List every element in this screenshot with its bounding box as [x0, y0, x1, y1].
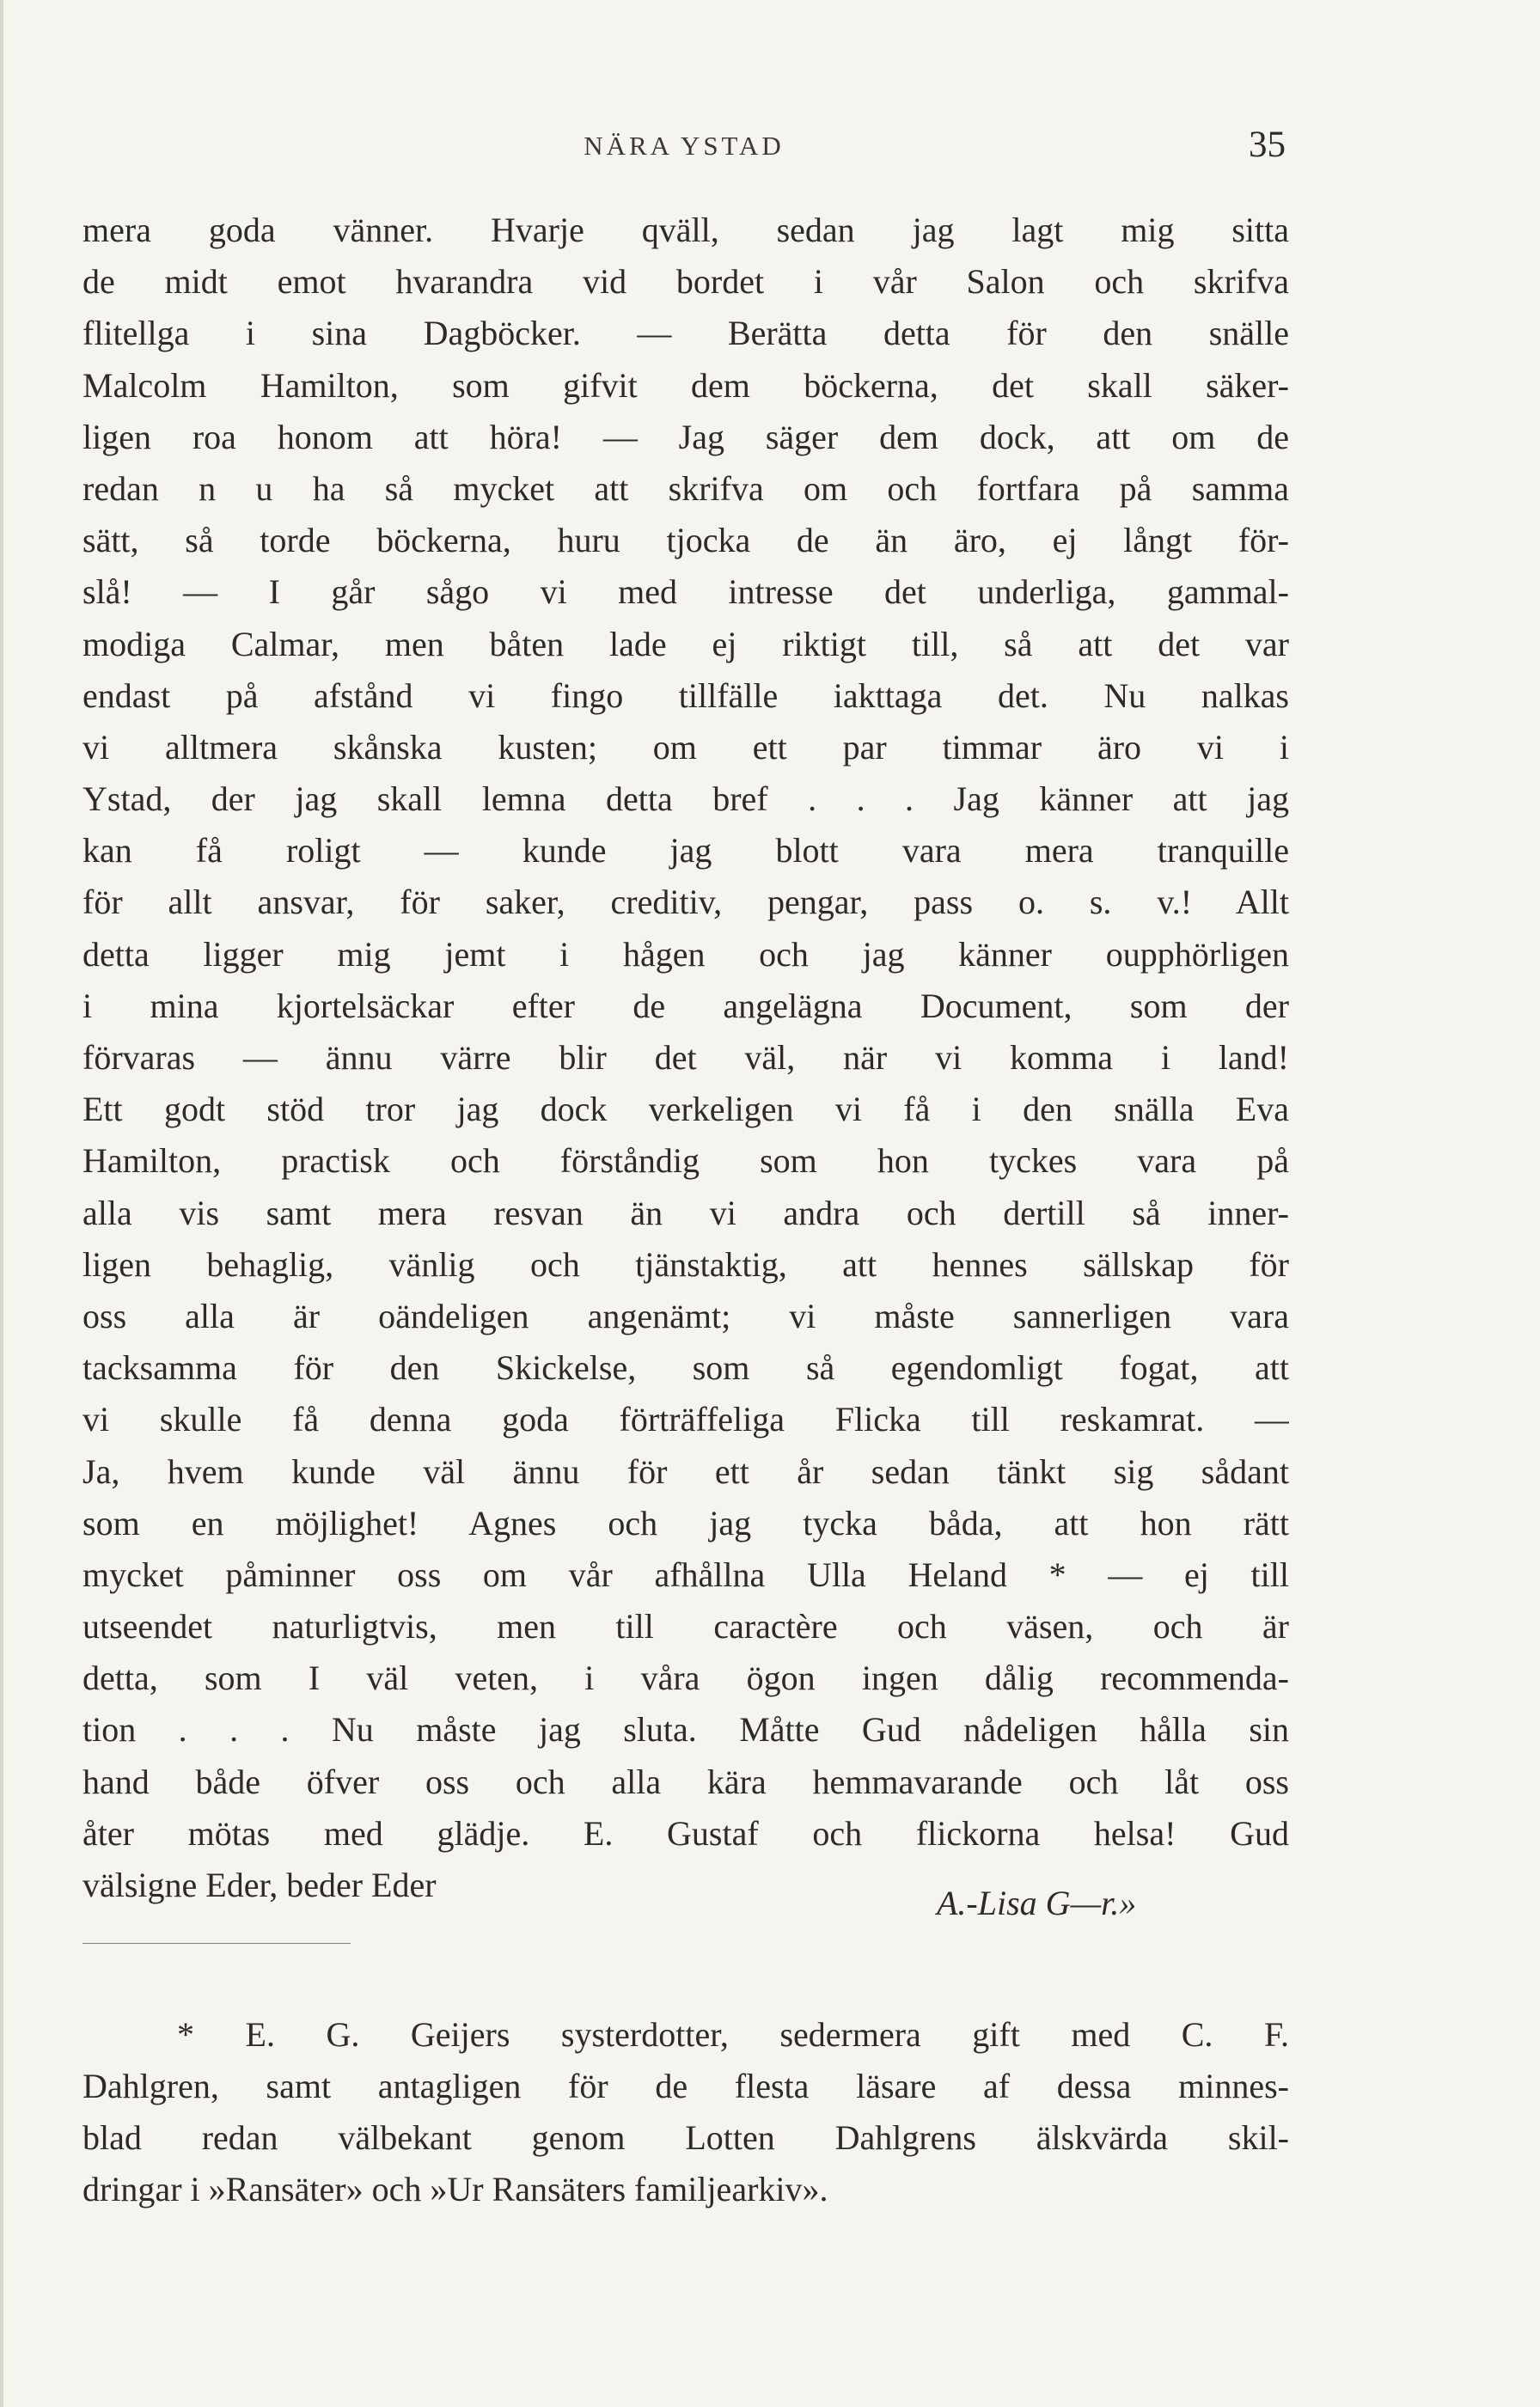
text-line: som en möjlighet! Agnes och jag tycka båda, att hon rätt: [82, 1503, 1289, 1543]
text-line-emphasis: kan få roligt — kunde jag blott vara mera tranquille: [82, 831, 1289, 871]
page-number: 35: [1249, 125, 1286, 165]
page-edge-shadow: [0, 0, 3, 2407]
text-line: modiga Calmar, men båten lade ej riktigt till, så att det var: [82, 624, 1289, 663]
text-line: detta ligger mig jemt i hågen och jag känner oupphörligen: [82, 934, 1289, 974]
footnote-divider: [82, 1943, 351, 1944]
text-line: vi alltmera skånska kusten; om ett par timmar äro vi i: [82, 727, 1289, 767]
text-line: hand både öfver oss och alla kära hemmavarande och låt oss: [82, 1762, 1289, 1801]
text-line: mycket påminner oss om vår afhållna Ulla Heland * — ej till: [82, 1555, 1289, 1594]
running-title: NÄRA YSTAD: [584, 131, 785, 161]
footnote-line: Dahlgren, samt antagligen för de flesta läsare af dessa minnes-: [82, 2067, 1289, 2105]
text-line: de midt emot hvarandra vid bordet i vår Salon och skrifva: [82, 262, 1289, 302]
text-line: mera goda vänner. Hvarje qväll, sedan jag lagt mig sitta: [82, 211, 1289, 249]
text-line: tacksamma för den Skickelse, som så egendomligt fogat, att: [82, 1348, 1289, 1388]
footnote-line: dringar i »Ransäter» och »Ur Ransäters familjearkiv».: [82, 2170, 828, 2208]
text-line: slå! — I går sågo vi med intresse det underliga, gammal-: [82, 572, 1289, 612]
text-line: flitellga i sina Dagböcker. — Berätta detta för den snälle: [82, 314, 1289, 353]
footnote-line: * E. G. Geijers systerdotter, sedermera gift med C. F.: [177, 2015, 1289, 2054]
text-line: utseendet naturligtvis, men till caractère och väsen, och är: [82, 1607, 1289, 1646]
footnote-line: blad redan välbekant genom Lotten Dahlgrens älskvärda skil-: [82, 2118, 1289, 2157]
text-line: åter mötas med glädje. E. Gustaf och flickorna helsa! Gud: [82, 1813, 1289, 1853]
footnote: [82, 2009, 1289, 2215]
text-line: i mina kjortelsäckar efter de angelägna Document, som der: [82, 986, 1289, 1025]
text-line: förvaras — ännu värre blir det väl, när vi komma i land!: [82, 1038, 1289, 1077]
text-line: oss alla är oändeligen angenämt; vi måste sannerligen vara: [82, 1296, 1289, 1335]
text-line: tion . . . Nu måste jag sluta. Måtte Gud nådeligen hålla sin: [82, 1710, 1289, 1750]
text-line: sätt, så torde böckerna, huru tjocka de än äro, ej långt för-: [82, 521, 1289, 560]
text-line: ligen roa honom att höra! — Jag säger dem dock, att om de: [82, 417, 1289, 456]
text-line: endast på afstånd vi fingo tillfälle iakttaga det. Nu nalkas: [82, 675, 1289, 715]
text-line: Ystad, der jag skall lemna detta bref . . . Jag känner att jag: [82, 779, 1289, 819]
text-line: Ja, hvem kunde väl ännu för ett år sedan tänkt sig sådant: [82, 1451, 1289, 1491]
text-line: Ett godt stöd tror jag dock verkeligen vi få i den snälla Eva: [82, 1090, 1289, 1129]
text-line: ligen behaglig, vänlig och tjänstaktig, att hennes sällskap för: [82, 1244, 1289, 1284]
text-line: detta, som I väl veten, i våra ögon ingen dålig recommenda-: [82, 1659, 1289, 1698]
page-header: [82, 125, 1286, 174]
text-line: vi skulle få denna goda förträffeliga Flicka till reskamrat. —: [82, 1400, 1289, 1439]
body-text: [82, 205, 1289, 1911]
text-line: alla vis samt mera resvan än vi andra och dertill så inner-: [82, 1193, 1289, 1232]
text-line: välsigne Eder, beder Eder: [82, 1866, 437, 1904]
text-line: för allt ansvar, för saker, creditiv, pengar, pass o. s. v.! Allt: [82, 883, 1289, 922]
letter-signature: A.-Lisa G—r.»: [937, 1884, 1137, 1922]
text-line: Malcolm Hamilton, som gifvit dem böckerna, det skall säker-: [82, 365, 1289, 405]
text-line: Hamilton, practisk och förståndig som hon tyckes vara på: [82, 1141, 1289, 1181]
text-line: redan n u ha så mycket att skrifva om och fortfara på samma: [82, 468, 1289, 508]
